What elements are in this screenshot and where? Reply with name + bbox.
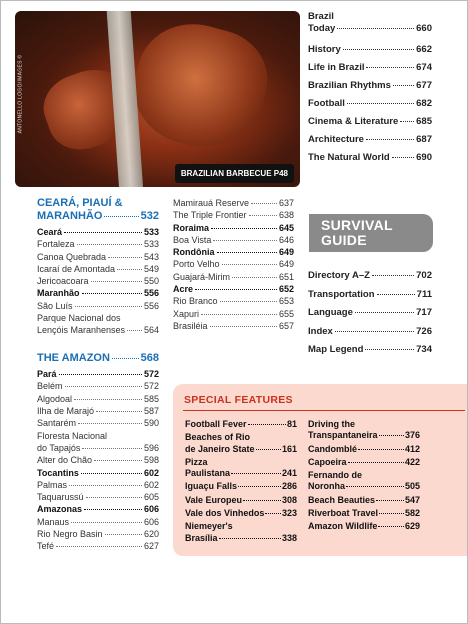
toc-entry[interactable] <box>308 134 432 146</box>
toc-entry-label: Acre <box>173 284 194 295</box>
leader-dots <box>265 513 281 514</box>
leader-dots <box>335 331 414 332</box>
toc-entry[interactable] <box>37 479 159 491</box>
toc-entry-page: 711 <box>416 288 432 300</box>
special-feature-label: de Janeiro State <box>185 443 255 454</box>
toc-entry-label: Life in Brazil <box>308 62 365 73</box>
special-feature-line <box>308 444 420 455</box>
toc-entry[interactable] <box>173 271 294 283</box>
leader-dots <box>210 326 277 327</box>
leader-dots <box>400 121 414 122</box>
toc-entry[interactable] <box>173 209 294 221</box>
toc-entry[interactable] <box>37 540 159 552</box>
special-feature-page: 547 <box>404 494 420 505</box>
toc-entry-label: Tocantins <box>37 467 79 478</box>
special-feature-entry[interactable] <box>308 495 420 506</box>
toc-entry-label: Ceará <box>37 227 63 237</box>
toc-entry-page: 637 <box>278 198 294 208</box>
special-feature-label: Iguaçu Falls <box>185 481 238 492</box>
special-feature-label: Beach Beauties <box>308 494 376 505</box>
special-feature-label: Fernando de <box>308 470 363 481</box>
toc-entry-page: 649 <box>278 259 294 270</box>
toc-entry[interactable] <box>37 454 159 466</box>
toc-entry-page: 606 <box>143 516 159 527</box>
leader-dots <box>86 497 142 498</box>
toc-column-2 <box>173 197 294 332</box>
special-feature-entry[interactable] <box>308 444 420 455</box>
meat-image-part <box>122 11 279 161</box>
special-feature-page: 629 <box>404 521 420 532</box>
special-features-column-2 <box>308 419 420 535</box>
toc-entry[interactable] <box>308 98 432 110</box>
toc-entry-label: Language <box>308 307 353 319</box>
special-feature-entry[interactable] <box>308 470 420 493</box>
leader-dots <box>231 473 281 474</box>
toc-entry[interactable] <box>173 320 294 332</box>
leader-dots <box>392 157 415 158</box>
special-feature-line <box>308 508 420 519</box>
toc-entry[interactable] <box>37 405 159 417</box>
toc-entry-label: Map Legend <box>308 344 364 356</box>
special-feature-label: Vale dos Vinhedos <box>185 508 265 519</box>
special-feature-label: Candomblé <box>308 443 358 454</box>
survival-guide-label: GUIDE <box>321 232 367 248</box>
special-feature-entry[interactable] <box>308 457 420 468</box>
leader-dots <box>379 513 404 514</box>
leader-dots <box>59 374 142 375</box>
special-feature-entry[interactable] <box>185 508 297 519</box>
toc-entry-label: Brazilian Rhythms <box>308 80 391 91</box>
toc-entry[interactable] <box>308 80 432 92</box>
leader-dots <box>75 306 142 307</box>
special-feature-entry[interactable] <box>185 457 297 480</box>
toc-entry-label: Brasiléia <box>173 320 208 331</box>
leader-dots <box>377 294 415 295</box>
toc-entry[interactable] <box>37 503 159 515</box>
toc-entry[interactable] <box>308 152 432 164</box>
special-feature-page: 505 <box>404 481 420 492</box>
special-features-box <box>173 384 467 556</box>
special-feature-line <box>185 495 297 506</box>
toc-entry[interactable] <box>37 516 159 528</box>
toc-entry-page: 690 <box>416 152 432 163</box>
toc-entry[interactable] <box>37 467 159 479</box>
toc-entry-label: Santarém <box>37 418 77 429</box>
special-feature-line <box>185 481 297 492</box>
toc-entry-label: Maranhão <box>37 288 80 299</box>
toc-entry-page: 660 <box>416 23 432 34</box>
photo-credit: ANTONELLO LOGO/IMAGES © <box>17 54 24 134</box>
toc-entry-label: Ilha de Marajó <box>37 406 95 417</box>
leader-dots <box>348 462 404 463</box>
toc-entry-page: 585 <box>143 393 159 404</box>
special-feature-line <box>185 533 297 544</box>
special-feature-line <box>308 457 420 468</box>
leader-dots <box>201 314 277 315</box>
toc-entry-line <box>37 442 159 454</box>
toc-entry-page: 657 <box>278 320 294 331</box>
special-features-title: SPECIAL FEATURES <box>184 394 293 406</box>
toc-entry[interactable] <box>37 528 159 540</box>
toc-entry[interactable] <box>173 295 294 307</box>
leader-dots <box>96 411 142 412</box>
toc-entry-label: do Tapajós <box>37 442 81 453</box>
toc-entry-label: Football <box>308 98 345 109</box>
toc-entry-label: Algodoal <box>37 393 73 404</box>
toc-entry-page: 602 <box>143 467 159 478</box>
leader-dots <box>365 349 414 350</box>
toc-entry[interactable] <box>308 62 432 74</box>
toc-entry-label: Guajará-Mirim <box>173 271 231 282</box>
toc-entry-label: Xapuri <box>173 308 200 319</box>
leader-dots <box>94 460 142 461</box>
toc-entry[interactable] <box>173 246 294 258</box>
toc-entry-label: Manaus <box>37 516 70 527</box>
toc-entry-page: 606 <box>143 504 159 515</box>
toc-entry[interactable] <box>173 197 294 209</box>
special-feature-page: 81 <box>286 419 297 429</box>
toc-entry-label: Palmas <box>37 479 68 490</box>
toc-entry-page: 726 <box>416 325 432 337</box>
leader-dots <box>372 275 414 276</box>
toc-entry-label: Porto Velho <box>173 259 220 270</box>
leader-dots <box>64 232 142 233</box>
leader-dots <box>56 546 142 547</box>
toc-entry[interactable] <box>173 222 294 234</box>
leader-dots <box>78 423 142 424</box>
toc-entry-page: 687 <box>416 134 432 145</box>
toc-entry-page: 556 <box>143 288 159 299</box>
leader-dots <box>337 28 414 29</box>
special-feature-label: Riverboat Travel <box>308 508 379 519</box>
toc-entry-page: 717 <box>416 307 432 319</box>
toc-entry-label: Index <box>308 325 333 337</box>
toc-entry[interactable] <box>37 312 159 337</box>
toc-entry-label: Canoa Quebrada <box>37 251 107 262</box>
toc-entry-page: 649 <box>278 247 294 258</box>
special-feature-label: Brasília <box>185 532 218 543</box>
leader-dots <box>378 526 404 527</box>
special-feature-page: 412 <box>404 443 420 454</box>
toc-entry-page: 655 <box>278 308 294 319</box>
toc-entry-page: 662 <box>416 44 432 55</box>
leader-dots <box>366 67 414 68</box>
toc-entry[interactable] <box>37 380 159 392</box>
special-feature-page: 241 <box>281 468 297 479</box>
toc-entry-label: Cinema & Literature <box>308 116 399 127</box>
special-feature-page: 286 <box>281 481 297 492</box>
survival-guide-entries <box>308 267 432 360</box>
special-feature-entry[interactable] <box>308 508 420 519</box>
toc-entry-line <box>37 324 159 336</box>
leader-dots <box>77 244 142 245</box>
leader-dots <box>355 312 414 313</box>
toc-entry[interactable] <box>37 263 159 275</box>
leader-dots <box>112 358 139 359</box>
leader-dots <box>82 448 142 449</box>
toc-entry-page: 598 <box>143 455 159 466</box>
barbecue-photo <box>15 11 300 187</box>
toc-entry[interactable] <box>308 286 432 305</box>
leader-dots <box>217 252 277 253</box>
survival-guide-heading[interactable] <box>309 214 433 252</box>
toc-entry-label: Lençóis Maranhenses <box>37 325 126 336</box>
special-feature-line <box>185 508 297 519</box>
leader-dots <box>358 449 404 450</box>
special-feature-line <box>308 521 420 532</box>
leader-dots <box>346 486 404 487</box>
toc-entry-page: 533 <box>143 239 159 250</box>
special-feature-page: 308 <box>281 494 297 505</box>
special-feature-entry[interactable] <box>185 419 297 430</box>
special-feature-label: Driving the <box>308 419 356 429</box>
leader-dots <box>71 522 142 523</box>
toc-entry-label: The Triple Frontier <box>173 210 247 221</box>
special-features-column-1 <box>185 419 297 546</box>
toc-entry-page: 590 <box>143 418 159 429</box>
special-feature-line <box>185 468 297 479</box>
special-feature-label: Amazon Wildlife <box>308 521 378 532</box>
toc-entry-label: Alter do Chão <box>37 455 93 466</box>
toc-entry-label: Rio Branco <box>173 296 218 307</box>
toc-entry[interactable] <box>173 234 294 246</box>
toc-entry-page: 685 <box>416 116 432 127</box>
toc-entry[interactable] <box>37 238 159 250</box>
toc-entry-label: Jericoacoara <box>37 276 89 287</box>
special-feature-label: Noronha <box>308 481 345 492</box>
toc-entry-page: 652 <box>278 284 294 295</box>
toc-entry[interactable] <box>308 44 432 56</box>
special-feature-entry[interactable] <box>185 432 297 455</box>
special-feature-entry[interactable] <box>308 521 420 532</box>
toc-entry-page: 677 <box>416 80 432 91</box>
toc-entry-label: Transportation <box>308 288 375 300</box>
toc-entry[interactable] <box>37 417 159 429</box>
special-feature-label: Capoeira <box>308 456 347 467</box>
section-heading-label: THE AMAZON <box>37 351 110 364</box>
leader-dots <box>82 293 142 294</box>
toc-entry[interactable] <box>37 251 159 263</box>
toc-entry-page: 556 <box>143 300 159 311</box>
toc-entry[interactable] <box>308 341 432 360</box>
toc-entry-page: 734 <box>416 344 432 356</box>
special-feature-label: Paulistana <box>185 468 231 479</box>
special-feature-label: Niemeyer's <box>185 521 233 532</box>
toc-column-1 <box>37 197 159 553</box>
section-heading-label: CEARÁ, PIAUÍ & <box>37 197 123 209</box>
toc-entry-label: Mamirauá Reserve <box>173 198 250 208</box>
toc-entry[interactable] <box>37 491 159 503</box>
toc-entry[interactable] <box>173 308 294 320</box>
toc-entry-label: Amazonas <box>37 504 83 515</box>
special-feature-label: Beaches of Rio <box>185 432 251 443</box>
toc-entry-label: Brazil <box>308 11 334 22</box>
special-feature-entry[interactable] <box>185 521 297 544</box>
toc-entry[interactable] <box>308 11 432 35</box>
leader-dots <box>117 269 142 270</box>
toc-entry-label: Floresta Nacional <box>37 430 108 441</box>
divider <box>183 410 465 411</box>
toc-entry[interactable] <box>37 287 159 299</box>
leader-dots <box>84 509 142 510</box>
toc-entry-page: 550 <box>143 276 159 287</box>
toc-entry-label: Boa Vista <box>173 234 212 245</box>
leader-dots <box>220 301 277 302</box>
toc-entry-page: 702 <box>416 270 432 281</box>
toc-entry[interactable] <box>37 368 159 380</box>
leader-dots <box>81 473 142 474</box>
leader-dots <box>213 240 277 241</box>
special-feature-page: 161 <box>281 443 297 454</box>
leader-dots <box>249 215 277 216</box>
special-feature-entry[interactable] <box>308 419 420 442</box>
special-feature-label: Transpantaneira <box>308 430 378 441</box>
special-feature-page: 582 <box>404 508 420 519</box>
toc-entry-page: 602 <box>143 479 159 490</box>
leader-dots <box>69 485 142 486</box>
toc-entry-label: Icaraí de Amontada <box>37 263 116 274</box>
special-feature-label: Football Fever <box>185 419 247 429</box>
toc-understand <box>308 11 432 164</box>
toc-entry-page: 605 <box>143 492 159 503</box>
leader-dots <box>222 264 277 265</box>
special-feature-label: Vale Europeu <box>185 494 243 505</box>
toc-entry-label: São Luís <box>37 300 73 311</box>
toc-entry-label: Rio Negro Basin <box>37 529 103 540</box>
leader-dots <box>343 49 414 50</box>
leader-dots <box>91 281 142 282</box>
toc-entry-page: 572 <box>143 381 159 392</box>
special-feature-line <box>308 481 420 492</box>
leader-dots <box>248 424 286 425</box>
toc-entry-label: Roraima <box>173 222 210 233</box>
toc-entry-label: Belém <box>37 381 63 392</box>
toc-entry-page: 674 <box>416 62 432 73</box>
toc-entry-page: 646 <box>278 234 294 245</box>
toc-entry-page: 572 <box>143 369 159 380</box>
toc-entry-label: Taquarussú <box>37 492 84 503</box>
leader-dots <box>376 500 404 501</box>
toc-entry-page: 596 <box>143 442 159 453</box>
leader-dots <box>104 216 138 217</box>
toc-entry[interactable] <box>308 323 432 342</box>
amazon-entries <box>37 368 159 552</box>
toc-entry-page: 543 <box>143 251 159 262</box>
special-feature-page: 376 <box>404 430 420 441</box>
toc-entry[interactable] <box>308 267 432 286</box>
special-feature-label: Pizza <box>185 456 208 467</box>
toc-entry-label: Directory A–Z <box>308 270 370 281</box>
special-feature-line <box>185 444 297 455</box>
leader-dots <box>211 228 277 229</box>
leader-dots <box>74 399 142 400</box>
toc-entry-label: History <box>308 44 341 55</box>
leader-dots <box>105 534 142 535</box>
toc-entry[interactable] <box>37 226 159 238</box>
leader-dots <box>347 103 414 104</box>
special-feature-line <box>185 419 297 430</box>
toc-entry[interactable] <box>173 258 294 270</box>
toc-entry-label: The Natural World <box>308 152 390 163</box>
toc-entry[interactable] <box>37 275 159 287</box>
leader-dots <box>238 486 281 487</box>
toc-entry[interactable] <box>37 430 159 455</box>
toc-entry-label: Pará <box>37 369 57 380</box>
leader-dots <box>379 435 404 436</box>
ceara-entries <box>37 226 159 337</box>
special-feature-entry[interactable] <box>185 481 297 492</box>
toc-entry[interactable] <box>308 116 432 128</box>
toc-entry-label: Today <box>308 23 336 34</box>
special-feature-page: 422 <box>404 456 420 467</box>
leader-dots <box>256 449 281 450</box>
toc-entry-page: 620 <box>143 529 159 540</box>
toc-entry-label: Architecture <box>308 134 364 145</box>
toc-entry-page: 564 <box>143 325 159 336</box>
toc-entry-page: 627 <box>143 541 159 552</box>
leader-dots <box>219 538 281 539</box>
toc-entry-label: Rondônia <box>173 247 215 258</box>
toc-entry-page: 533 <box>143 227 159 237</box>
toc-entry-page: 682 <box>416 98 432 109</box>
toc-entry-page: 549 <box>143 263 159 274</box>
leader-dots <box>232 277 277 278</box>
leader-dots <box>108 257 142 258</box>
toc-entry-page: 651 <box>278 271 294 282</box>
section-heading-amazon[interactable] <box>37 352 159 365</box>
toc-entry-label: Fortaleza <box>37 239 75 250</box>
toc-entry-page: 645 <box>278 222 294 233</box>
special-feature-page: 323 <box>281 508 297 519</box>
leader-dots <box>243 500 281 501</box>
special-feature-line <box>308 495 420 506</box>
section-heading-page: 568 <box>140 351 159 364</box>
section-heading-ceara[interactable] <box>37 197 159 222</box>
toc-entry[interactable] <box>37 393 159 405</box>
toc-entry-label: Tefé <box>37 541 55 552</box>
special-feature-page: 338 <box>281 532 297 543</box>
photo-caption[interactable]: BRAZILIAN BARBECUE P48 <box>175 164 294 183</box>
toc-entry-page: 587 <box>143 406 159 417</box>
toc-entry-page: 638 <box>278 210 294 221</box>
survival-guide-label: SURVIVAL <box>321 217 393 233</box>
toc-entry-label: Parque Nacional dos <box>37 313 121 324</box>
leader-dots <box>366 139 414 140</box>
toc-entry[interactable] <box>173 283 294 295</box>
leader-dots <box>195 289 277 290</box>
leader-dots <box>251 203 277 204</box>
leader-dots <box>65 386 142 387</box>
section-heading-label: MARANHÃO <box>37 209 103 222</box>
special-feature-entry[interactable] <box>185 495 297 506</box>
leader-dots <box>393 85 414 86</box>
leader-dots <box>127 330 142 331</box>
special-feature-line <box>308 430 420 441</box>
toc-entry[interactable] <box>308 304 432 323</box>
toc-entry-page: 653 <box>278 296 294 307</box>
toc-entry[interactable] <box>37 300 159 312</box>
section-heading-page: 532 <box>140 209 159 222</box>
